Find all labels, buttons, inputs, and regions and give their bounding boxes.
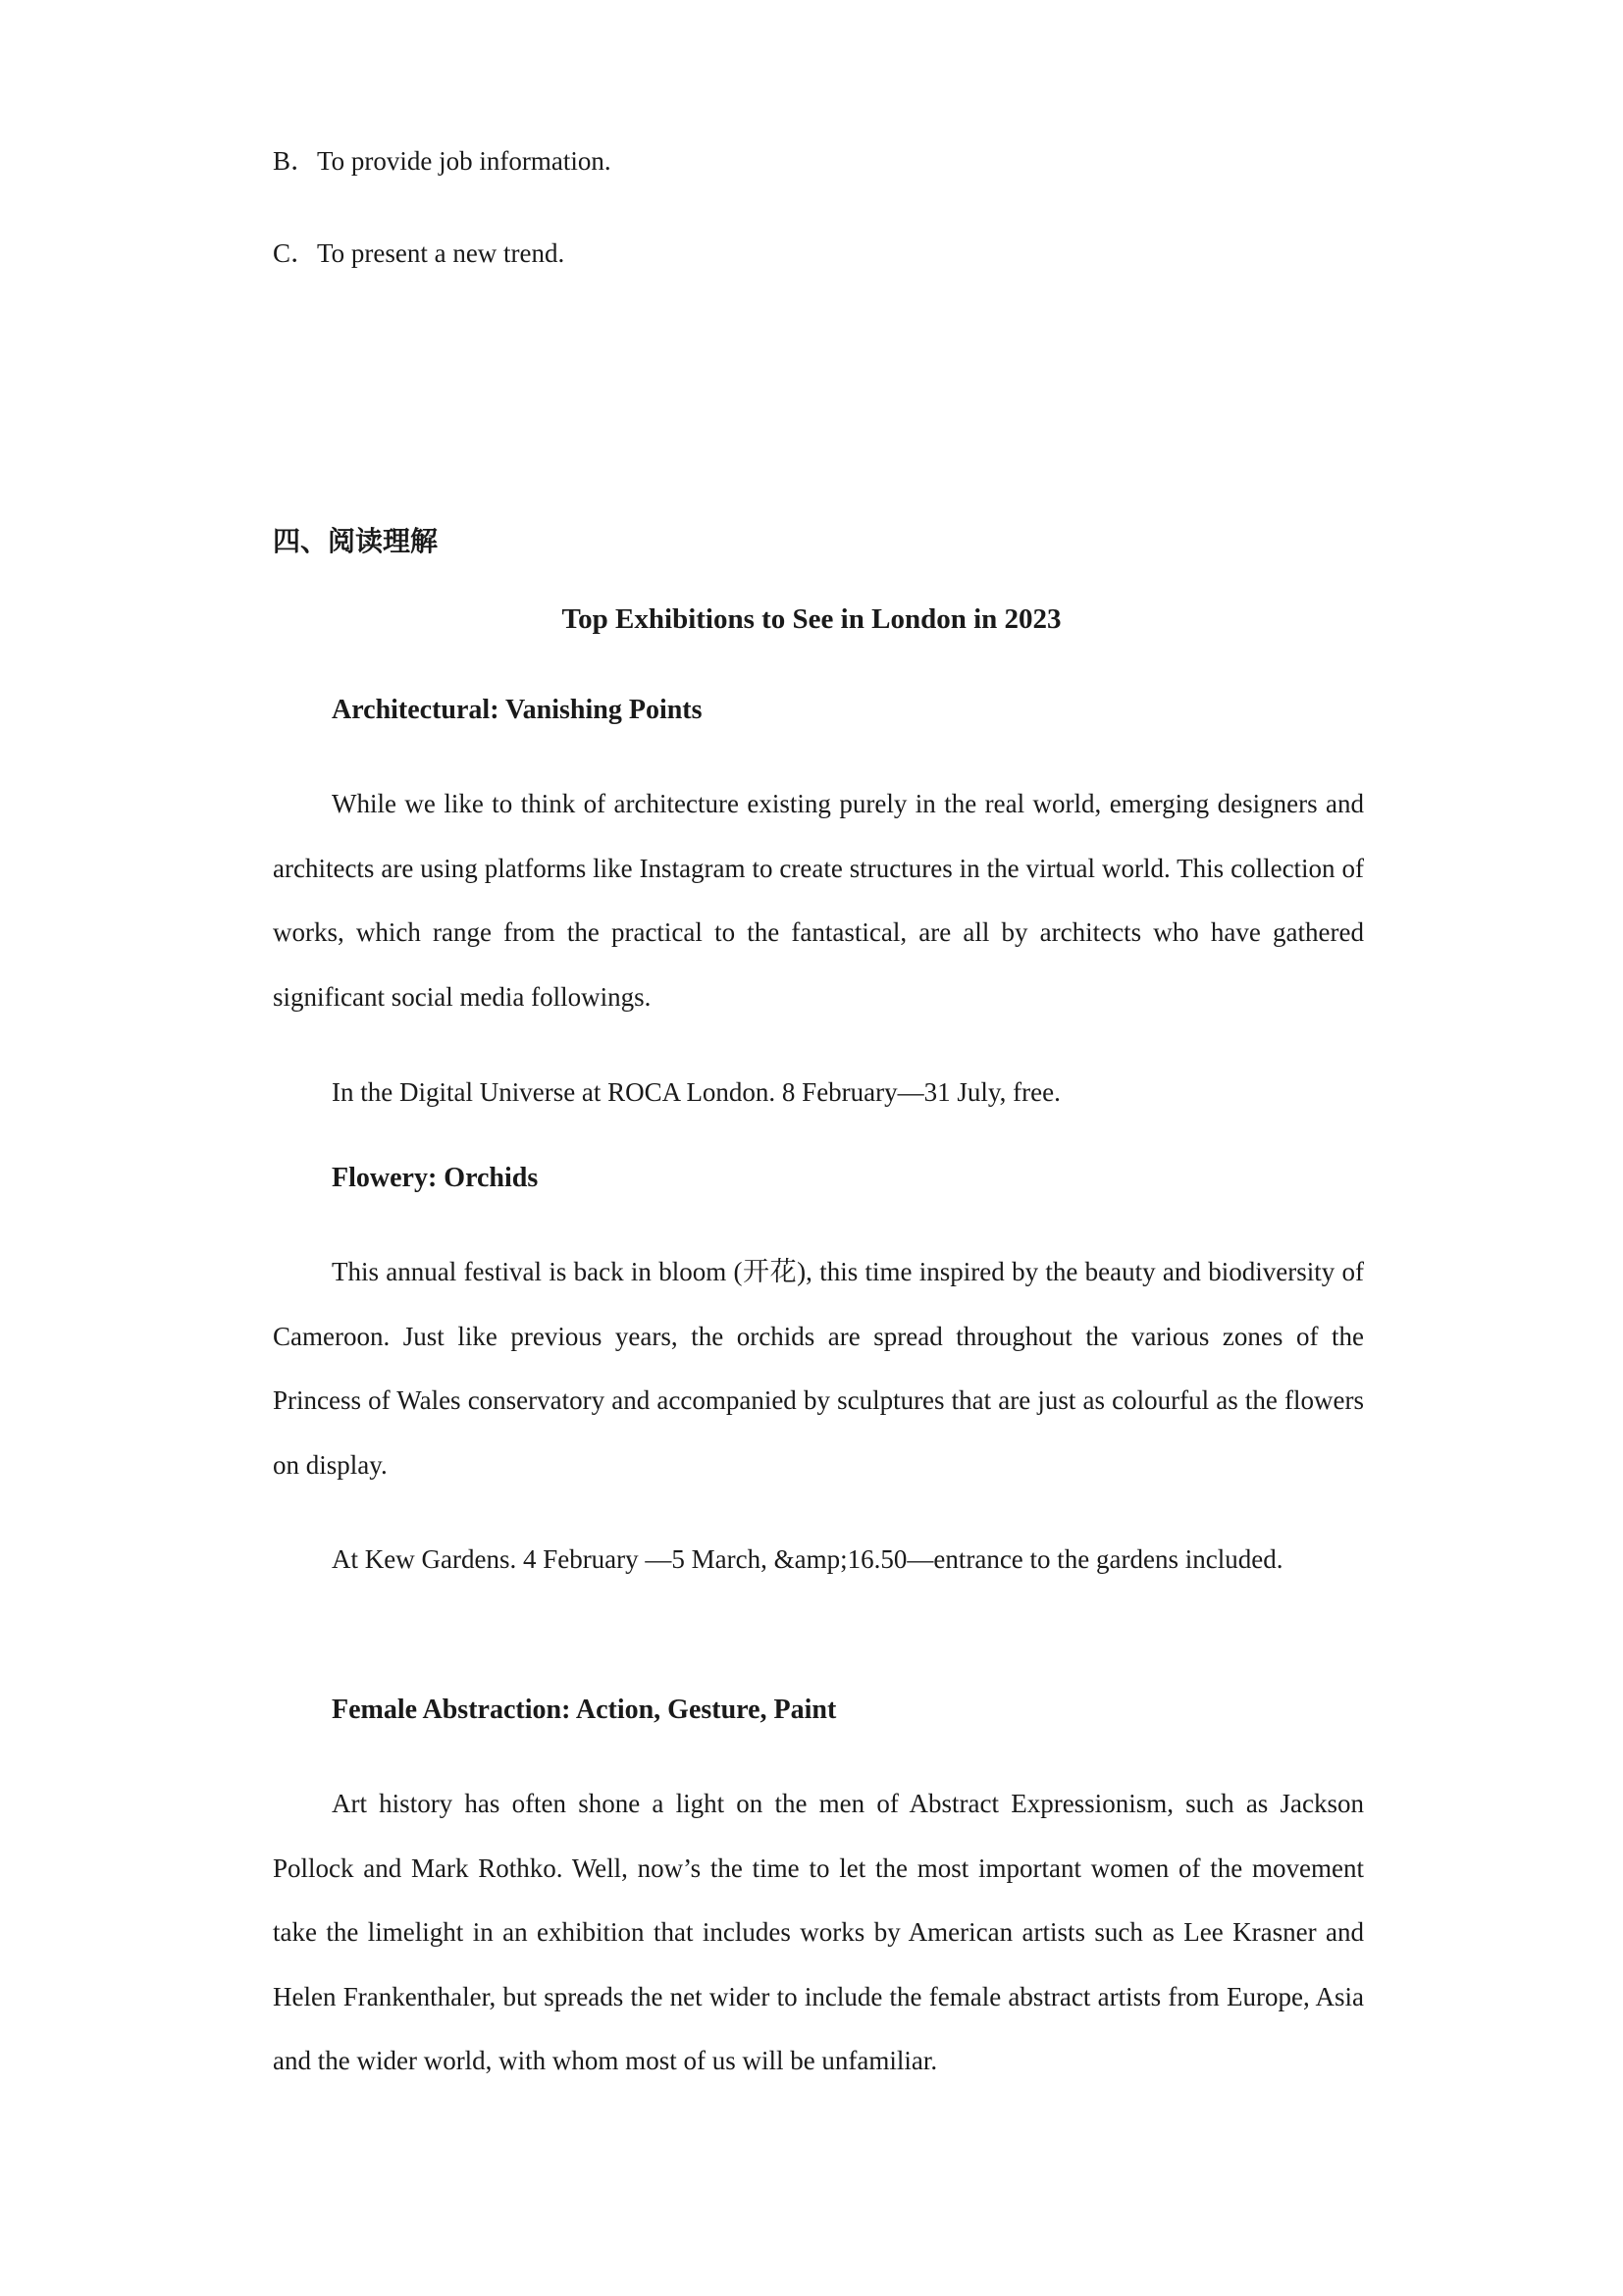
section-heading: 四、阅读理解 bbox=[273, 525, 439, 557]
option-c-letter: C． bbox=[273, 238, 318, 268]
option-b bbox=[273, 139, 611, 178]
exhibition-heading-female-abstraction: Female Abstraction: Action, Gesture, Paint bbox=[332, 1695, 837, 1725]
option-c-text: To present a new trend. bbox=[317, 238, 565, 268]
exhibition-heading-flowery: Flowery: Orchids bbox=[332, 1163, 539, 1193]
exhibition-heading-architectural: Architectural: Vanishing Points bbox=[332, 695, 703, 725]
exhibition-description-female-abstraction: Art history has often shone a light on the men of Abstract Expressionism, such as Jackson Pollock and Mark Rothko. Well, now’s the time to let the most important women of the movement take the limelight in an exhibition that includes works by American artists such as Lee Krasner and Helen Frankenthaler, but spreads the net wider to include the female abstract artists from Europe, Asia and the wider world, with whom most of us will be unfamiliar. bbox=[273, 1789, 1364, 2075]
exhibition-info-architectural: In the Digital Universe at ROCA London. 8 February—31 July, free. bbox=[332, 1077, 1061, 1107]
option-b-letter: B． bbox=[273, 146, 318, 176]
article-title: Top Exhibitions to See in London in 2023 bbox=[561, 603, 1062, 635]
exhibition-description-flowery: This annual festival is back in bloom (开花), this time inspired by the beauty and biodiversity of Cameroon. Just like previous years, the orchids are spread throughout the various zones of the Princess of Wales conservatory and accompanied by sculptures that are just as colourful as the flowers on display. bbox=[273, 1257, 1364, 1480]
option-c bbox=[273, 232, 564, 270]
exhibition-info-flowery: At Kew Gardens. 4 February —5 March, &amp;16.50—entrance to the gardens included. bbox=[332, 1544, 1283, 1574]
exhibition-description-architectural: While we like to think of architecture existing purely in the real world, emerging designers and architects are using platforms like Instagram to create structures in the virtual world. This collection of works, which range from the practical to the fantastical, are all by architects who have gathered significant social media followings. bbox=[273, 789, 1364, 1012]
option-b-text: To provide job information. bbox=[317, 146, 611, 176]
